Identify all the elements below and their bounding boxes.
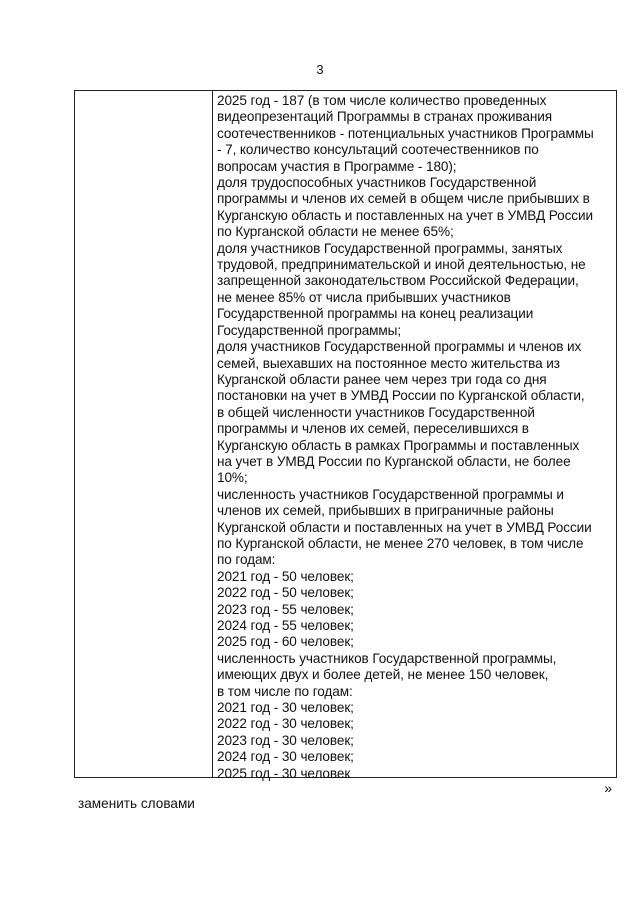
- text-line: соотечественников - потенциальных участников Программы: [217, 125, 594, 141]
- text-line: вопросам участия в Программе - 180);: [217, 158, 457, 174]
- text-line: по Курганской области не менее 65%;: [217, 224, 454, 240]
- text-line: Государственной программы;: [217, 322, 402, 338]
- text-line: Курганской области и поставленных на учет в УМВД России: [217, 519, 592, 535]
- text-line: не менее 85% от числа прибывших участников: [217, 289, 511, 305]
- table-right-cell: [213, 91, 616, 781]
- text-line: запрещенной законодательством Российской Федерации,: [217, 273, 579, 289]
- table-left-cell: [75, 91, 213, 777]
- text-line: в том числе по годам:: [217, 683, 353, 699]
- document-table: [74, 90, 617, 781]
- text-line: доля участников Государственной программы, занятых: [217, 240, 563, 256]
- text-line: 10%;: [217, 470, 248, 486]
- text-line: 2025 год - 60 человек;: [217, 634, 354, 650]
- text-line: 2024 год - 30 человек;: [217, 749, 354, 765]
- text-line: 2025 год - 187 (в том числе количество проведенных: [217, 93, 547, 108]
- closing-quote: »: [604, 780, 612, 796]
- text-line: видеопрезентаций Программы в странах проживания: [217, 109, 552, 125]
- text-line: Курганской области ранее чем через три года со дня: [217, 371, 547, 387]
- text-line: - 7, количество консультаций соотечественников по: [217, 142, 539, 158]
- replace-words-text: заменить словами: [78, 796, 195, 811]
- text-line: численность участников Государственной программы и: [217, 486, 564, 502]
- text-line: постановки на учет в УМВД России по Курганской области,: [217, 388, 585, 404]
- text-line: доля участников Государственной программы и членов их: [217, 339, 582, 355]
- text-line: 2023 год - 30 человек;: [217, 732, 354, 748]
- text-line: Государственной программы на конец реализации: [217, 306, 534, 322]
- text-line: 2021 год - 30 человек;: [217, 700, 354, 716]
- text-line: по Курганской области, не менее 270 человек, в том числе: [217, 535, 584, 551]
- text-line: семей, выехавших на постоянное место жительства из: [217, 355, 560, 371]
- text-line: доля трудоспособных участников Государственной: [217, 175, 537, 191]
- text-line: численность участников Государственной программы,: [217, 650, 557, 666]
- text-line: на учет в УМВД России по Курганской области, не более: [217, 453, 571, 469]
- text-line: 2024 год - 55 человек;: [217, 618, 354, 633]
- text-line: 2025 год - 30 человек: [217, 765, 351, 781]
- text-line: 2022 год - 30 человек;: [217, 716, 354, 732]
- text-line: Курганскую область в рамках Программы и поставленных: [217, 437, 580, 453]
- text-line: Курганскую область и поставленных на учет в УМВД России: [217, 207, 593, 223]
- page-number: 3: [316, 62, 324, 77]
- text-line: по годам:: [217, 552, 276, 568]
- text-line: программы и членов их семей, переселившихся в: [217, 421, 529, 437]
- text-line: 2021 год - 50 человек;: [217, 568, 354, 584]
- text-line: трудовой, предпринимательской и иной деятельностью, не: [217, 257, 586, 273]
- text-line: 2023 год - 55 человек;: [217, 601, 354, 617]
- text-line: членов их семей, прибывших в приграничные районы: [217, 503, 554, 519]
- text-line: имеющих двух и более детей, не менее 150 человек,: [217, 667, 549, 683]
- text-line: программы и членов их семей в общем числе прибывших в: [217, 191, 590, 207]
- text-line: в общей численности участников Государственной: [217, 404, 535, 420]
- text-line: 2022 год - 50 человек;: [217, 585, 354, 601]
